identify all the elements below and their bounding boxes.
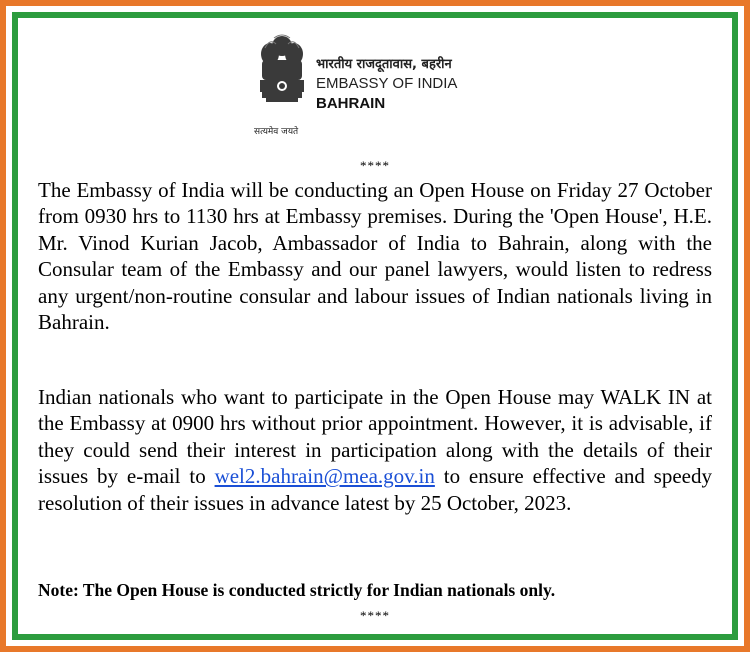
- embassy-location: BAHRAIN: [316, 95, 386, 112]
- embassy-name-hindi: भारतीय राजदूतावास, बहरीन: [316, 57, 452, 72]
- paragraph-announcement: The Embassy of India will be conducting an Open House on Friday 27 October from 0930 hrs to 1130 hrs at Embassy premises. During the 'Open House', H.E. Mr. Vinod Kurian Jacob, Ambassador of India to Bahrain, along with the Consular team of the Embassy and our panel lawyers, would listen to redress any urgent/non-routine consular and labour issues of Indian nationals living in Bahrain.: [38, 178, 712, 335]
- separator-top: ****: [360, 158, 390, 173]
- embassy-name-english: EMBASSY OF INDIA: [316, 75, 458, 92]
- embassy-name: [316, 56, 457, 114]
- paragraph-instructions: [38, 384, 712, 516]
- motto-text: सत्यमेव जयते: [254, 127, 299, 137]
- separator-bottom: ****: [360, 608, 390, 623]
- letterhead: [252, 30, 552, 140]
- email-link[interactable]: wel2.bahrain@mea.gov.in: [214, 464, 435, 489]
- note-text: Note: The Open House is conducted strictly for Indian nationals only.: [38, 580, 556, 600]
- national-emblem-icon: [252, 30, 312, 136]
- instructions-text: Indian nationals who want to participate in the Open House may WALK IN at the Embassy at 0900 hrs without prior appointment. However, it is advisable, if they could send their interest in participation along with the details of their issues by e-mail to: [38, 385, 712, 489]
- instructions-text-end: to ensure effective and speedy resolution of their issues in advance latest by 25 October, 2023.: [38, 464, 712, 515]
